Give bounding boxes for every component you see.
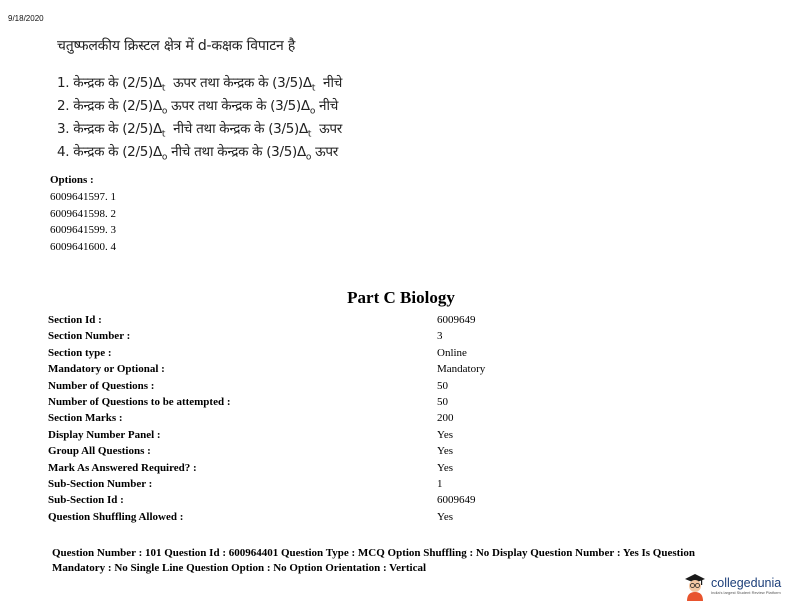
choice-subscript: t [307, 129, 312, 140]
choice-1 [57, 72, 342, 95]
section-value: 50 [437, 395, 448, 408]
answer-choices [57, 72, 342, 164]
choice-text: नीचे तथा केन्द्रक के (3/5)Δ [165, 121, 308, 137]
choice-subscript: o [305, 152, 312, 163]
section-key: Section type : [48, 346, 112, 359]
section-key: Group All Questions : [48, 445, 151, 458]
student-mascot-icon [682, 571, 708, 601]
section-key: Display Number Panel : [48, 428, 161, 441]
section-value: Yes [437, 461, 454, 474]
logo-text [711, 577, 781, 596]
choice-subscript: o [161, 106, 168, 117]
section-key: Question Shuffling Allowed : [48, 510, 184, 523]
choice-text: 2. केन्द्रक के (2/5)Δ [57, 98, 162, 114]
option-item: 6009641598. 2 [50, 207, 116, 220]
section-key: Section Number : [48, 330, 131, 343]
section-value: 200 [437, 412, 454, 425]
logo-name: collegedunia [711, 575, 782, 590]
part-title: Part C Biology [347, 288, 455, 307]
logo-tagline: India's largest Student Review Platform [711, 589, 781, 595]
section-value: Yes [437, 510, 454, 523]
section-key: Number of Questions : [48, 379, 155, 392]
choice-text: नीचे तथा केन्द्रक के (3/5)Δ [167, 144, 306, 160]
collegedunia-logo [682, 571, 781, 601]
section-value: 3 [437, 330, 443, 343]
question-stem: चतुष्फलकीय क्रिस्टल क्षेत्र में d-कक्षक विपाटन है [57, 38, 296, 54]
choice-subscript: t [161, 83, 166, 94]
choice-text: ऊपर तथा केन्द्रक के (3/5)Δ [167, 98, 310, 114]
choice-2 [57, 95, 342, 118]
section-key: Section Id : [48, 314, 102, 326]
section-key: Sub-Section Number : [48, 477, 153, 490]
section-key: Number of Questions to be attempted : [48, 395, 231, 408]
section-value: Online [437, 346, 467, 359]
section-value: Mandatory [437, 363, 486, 376]
choice-subscript: o [309, 106, 316, 117]
section-value: 6009649 [437, 494, 476, 507]
choice-subscript: t [161, 129, 166, 140]
section-key: Mandatory or Optional : [48, 363, 165, 376]
section-value: 50 [437, 379, 448, 392]
choice-text: 4. केन्द्रक के (2/5)Δ [57, 144, 162, 160]
section-key: Sub-Section Id : [48, 494, 124, 507]
options-list [50, 172, 116, 255]
choice-text: नीचे [315, 75, 343, 91]
choice-4 [57, 141, 342, 164]
choice-subscript: o [161, 152, 168, 163]
question-meta: Question Number : 101 Question Id : 600964401 Question Type : MCQ Option Shuffling : No Display Question Number : Yes Is Question Mandatory : No Single Line Question Option : No Option Orientation : Vertical [52, 547, 695, 574]
section-value: Yes [437, 445, 454, 458]
option-item: 6009641597. 1 [50, 191, 116, 203]
choice-text: नीचे [315, 98, 338, 114]
section-key: Mark As Answered Required? : [48, 461, 197, 474]
print-date: 9/18/2020 [8, 14, 44, 23]
choice-text: 1. केन्द्रक के (2/5)Δ [57, 75, 162, 91]
option-item: 6009641600. 4 [50, 240, 116, 253]
choice-text: ऊपर [311, 121, 343, 137]
choice-text: ऊपर तथा केन्द्रक के (3/5)Δ [165, 75, 312, 91]
section-value: Yes [437, 428, 454, 441]
section-value: 6009649 [437, 314, 476, 326]
options-heading: Options : [50, 174, 94, 186]
section-key: Section Marks : [48, 412, 123, 425]
choice-text: 3. केन्द्रक के (2/5)Δ [57, 121, 162, 137]
choice-3 [57, 118, 342, 141]
option-item: 6009641599. 3 [50, 224, 116, 236]
choice-subscript: t [311, 83, 316, 94]
choice-text: ऊपर [311, 144, 339, 160]
section-value: 1 [437, 477, 443, 490]
